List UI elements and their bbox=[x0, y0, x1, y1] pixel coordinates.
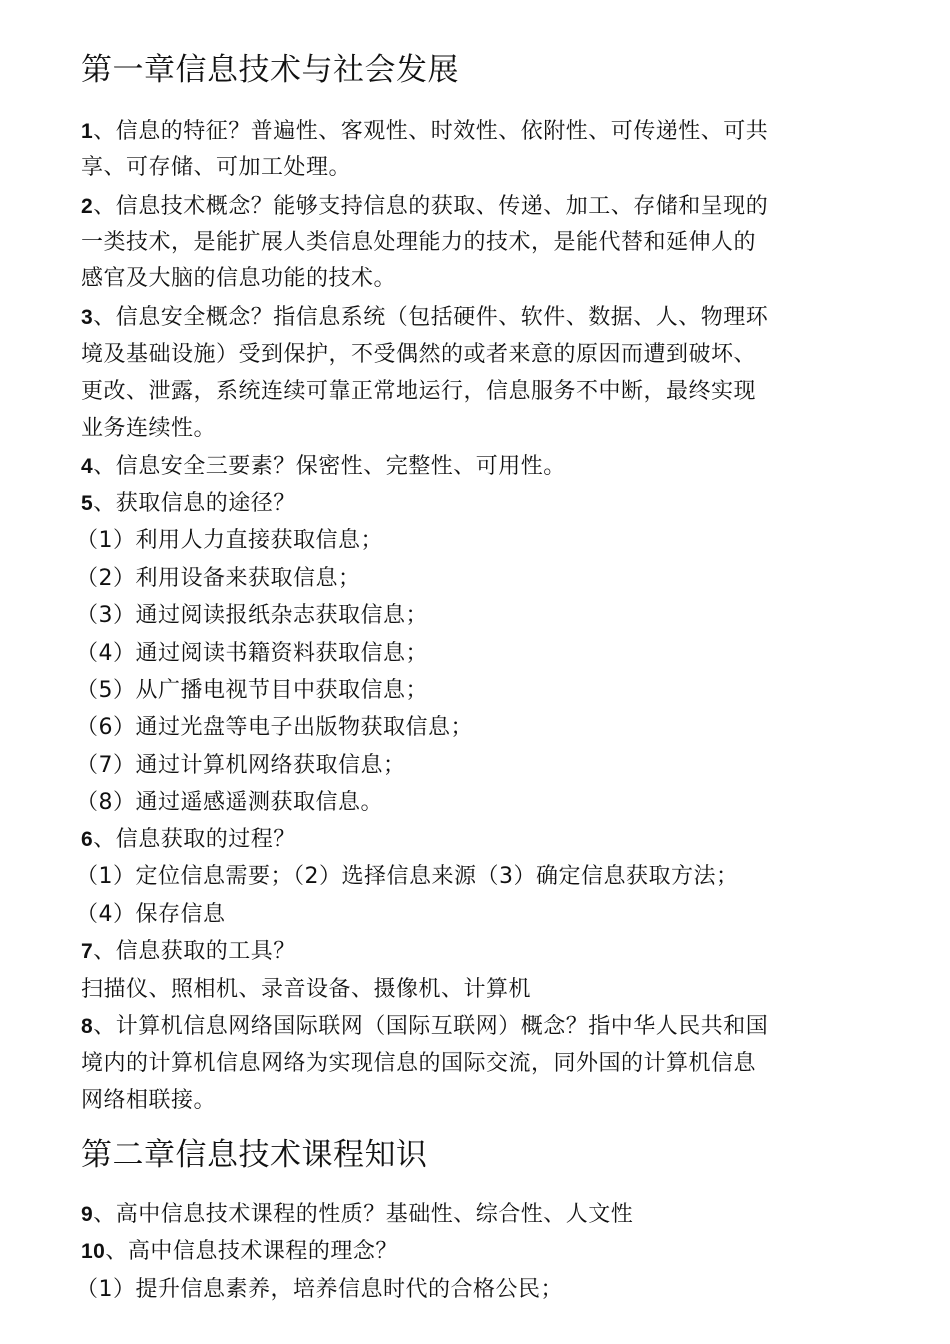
question-10-line-2: （1）提升信息素养，培养信息时代的合格公民； bbox=[76, 1277, 563, 1302]
question-number: 10 bbox=[81, 1240, 106, 1263]
list-item: （6）通过光盘等电子出版物获取信息； bbox=[76, 715, 473, 740]
question-text: 、信息安全概念？指信息系统（包括硬件、软件、数据、人、物理环 bbox=[93, 305, 769, 330]
question-6-line-1 bbox=[81, 825, 871, 855]
question-number: 1 bbox=[81, 120, 94, 143]
question-4-line-1 bbox=[81, 452, 871, 482]
question-number: 5 bbox=[81, 492, 94, 515]
question-number: 7 bbox=[81, 940, 94, 963]
list-item: （2）利用设备来获取信息； bbox=[76, 566, 361, 591]
question-3-line-1 bbox=[81, 303, 871, 333]
question-text: 、信息技术概念？能够支持信息的获取、传递、加工、存储和呈现的 bbox=[93, 194, 769, 219]
question-9-line-1 bbox=[81, 1200, 871, 1230]
list-item: （1）利用人力直接获取信息； bbox=[76, 528, 383, 553]
question-3-line-2: 境及基础设施）受到保护，不受偶然的或者来意的原因而遭到破坏、 bbox=[81, 342, 757, 367]
question-8-line-2: 境内的计算机信息网络为实现信息的国际交流，同外国的计算机信息 bbox=[81, 1051, 757, 1076]
question-1-line-1 bbox=[81, 117, 871, 147]
question-3-line-3: 更改、泄露，系统连续可靠正常地运行，信息服务不中断，最终实现 bbox=[81, 379, 757, 404]
question-number: 8 bbox=[81, 1015, 94, 1038]
question-number: 9 bbox=[81, 1203, 94, 1226]
question-text: 、信息获取的过程？ bbox=[93, 827, 296, 852]
question-5-line-1 bbox=[81, 489, 871, 519]
question-2-line-2: 一类技术，是能扩展人类信息处理能力的技术，是能代替和延伸人的 bbox=[81, 230, 757, 255]
question-2-line-1 bbox=[81, 192, 871, 222]
list-item: （5）从广播电视节目中获取信息； bbox=[76, 678, 428, 703]
question-number: 3 bbox=[81, 306, 94, 329]
question-7-line-1 bbox=[81, 937, 871, 967]
question-6-line-3: （4）保存信息 bbox=[76, 902, 226, 927]
question-text: 、高中信息技术课程的性质？基础性、综合性、人文性 bbox=[93, 1202, 634, 1227]
question-text: 、信息获取的工具？ bbox=[93, 939, 296, 964]
question-2-line-3: 感官及大脑的信息功能的技术。 bbox=[81, 266, 397, 291]
question-3-line-4: 业务连续性。 bbox=[81, 416, 217, 441]
question-number: 4 bbox=[81, 455, 94, 478]
question-6-line-2: （1）定位信息需要；（2）选择信息来源（3）确定信息获取方法； bbox=[76, 864, 739, 889]
list-item: （4）通过阅读书籍资料获取信息； bbox=[76, 641, 428, 666]
question-text: 、获取信息的途径？ bbox=[93, 491, 296, 516]
list-item: （3）通过阅读报纸杂志获取信息； bbox=[76, 603, 428, 628]
question-number: 2 bbox=[81, 195, 94, 218]
chapter-1-title: 第一章信息技术与社会发展 bbox=[81, 52, 459, 88]
question-text: 、信息的特征？普遍性、客观性、时效性、依附性、可传递性、可共 bbox=[93, 119, 769, 144]
question-8-line-1 bbox=[81, 1012, 871, 1042]
question-10-line-1 bbox=[81, 1237, 871, 1267]
question-7-line-2: 扫描仪、照相机、录音设备、摄像机、计算机 bbox=[81, 977, 532, 1002]
question-text: 、高中信息技术课程的理念？ bbox=[105, 1239, 398, 1264]
list-item: （8）通过遥感遥测获取信息。 bbox=[76, 790, 383, 815]
question-text: 、计算机信息网络国际联网（国际互联网）概念？指中华人民共和国 bbox=[93, 1014, 769, 1039]
question-text: 、信息安全三要素？保密性、完整性、可用性。 bbox=[93, 454, 566, 479]
question-1-line-2: 享、可存储、可加工处理。 bbox=[81, 155, 352, 180]
chapter-2-title: 第二章信息技术课程知识 bbox=[81, 1137, 428, 1173]
list-item: （7）通过计算机网络获取信息； bbox=[76, 753, 406, 778]
question-8-line-3: 网络相联接。 bbox=[81, 1088, 217, 1113]
question-number: 6 bbox=[81, 828, 94, 851]
